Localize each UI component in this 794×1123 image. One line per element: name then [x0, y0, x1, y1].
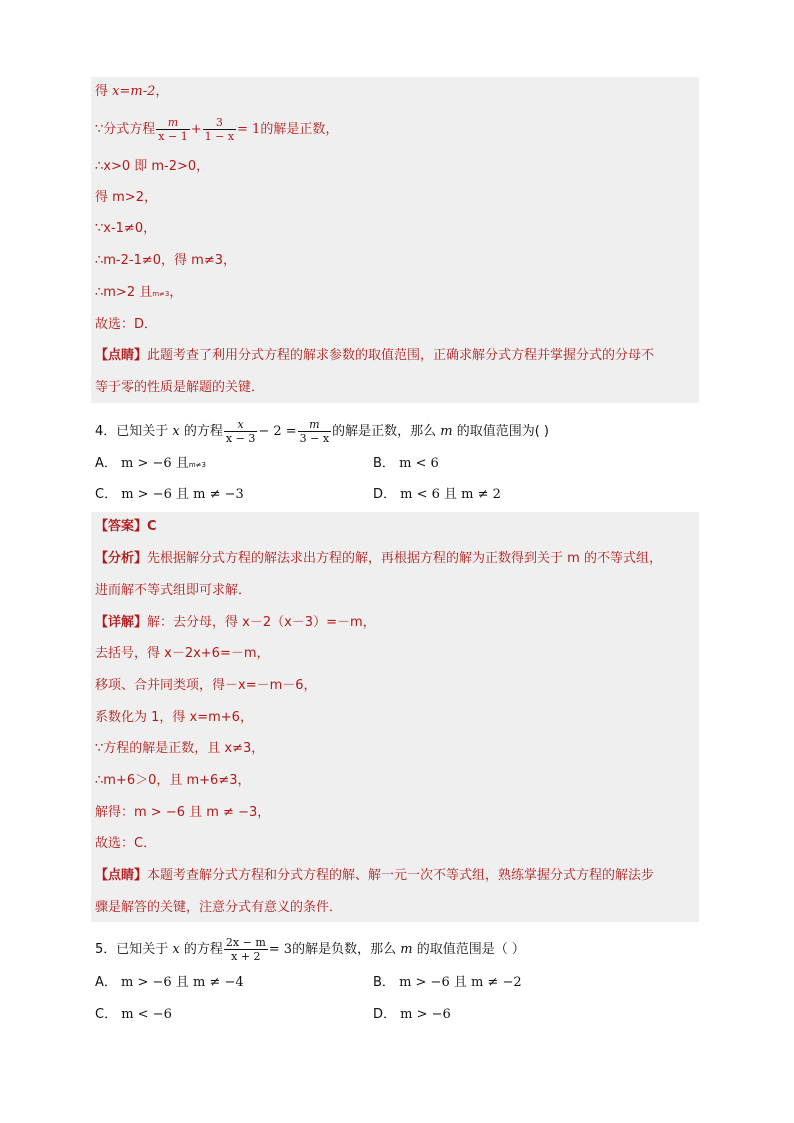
detail-line-5: ∵方程的解是正数，且 x≠3， — [95, 741, 265, 756]
detail-line-8: 故选：C． — [95, 836, 157, 851]
sol-line-4: 得 m>2， — [95, 190, 157, 205]
question-5-stem: 5．已知关于 x 的方程 $\frac{2x - m}{x + 2}$ = 3的解是负数，那么 m 的取值范围是（ ） — [95, 936, 525, 963]
q4-option-c[interactable]: C． m > −6 且 m ≠ −3 — [95, 487, 244, 502]
question-4-stem: 4．已知关于 x 的方程 $\frac{x}{x - 3}$ − 2 = $\frac{m}{3 - x}$ 的解是正数，那么 m 的取值范围为( ) — [95, 418, 549, 445]
fraction-x-over-x-3: $\frac{x}{x - 3}$ — [225, 418, 256, 445]
sol-note-cont: 等于零的性质是解题的关键． — [95, 380, 265, 395]
q4-option-d[interactable]: D． m < 6 且 m ≠ 2 — [373, 487, 501, 502]
note-line-2: 骤是解答的关键，注意分式有意义的条件． — [95, 900, 343, 915]
detail-line-2: 去括号，得 x－2x+6=－m， — [95, 646, 270, 661]
q5-option-a[interactable]: A． m > −6 且 m ≠ −4 — [95, 975, 244, 990]
q4-option-b[interactable]: B． m < 6 — [373, 456, 439, 471]
detail-line-3: 移项、合并同类项，得－x=－m－6， — [95, 678, 317, 693]
fraction-m-over-x-1: $\frac{m}{x - 1}$ — [158, 116, 188, 143]
fraction-3-over-1-x: $\frac{3}{1 - x}$ — [204, 116, 235, 143]
sol-line-2: ∵分式方程 $\frac{m}{x - 1}$ + $\frac{3}{1 - x}$ = 1的解是正数， — [95, 116, 339, 143]
fraction-2x-m-over-x-2: $\frac{2x - m}{x + 2}$ — [225, 936, 266, 963]
fraction-m-over-3-x: $\frac{m}{3 - x}$ — [299, 418, 330, 445]
q4-option-a[interactable]: A． m > −6 且m≠3 — [95, 456, 206, 471]
sol-line-1: 得 x=m-2， — [95, 84, 169, 99]
answer-line: 【答案】C — [95, 519, 157, 534]
q5-option-c[interactable]: C． m < −6 — [95, 1007, 172, 1022]
detail-line-1: 【详解】解：去分母，得 x－2（x－3）=－m， — [95, 615, 376, 630]
sol-line-8: 故选：D． — [95, 317, 158, 332]
q5-option-b[interactable]: B． m > −6 且 m ≠ −2 — [373, 975, 522, 990]
q5-option-d[interactable]: D． m > −6 — [373, 1007, 451, 1022]
sol-line-6: ∴m-2-1≠0，得 m≠3， — [95, 253, 236, 268]
note-line-1: 【点睛】本题考查解分式方程和分式方程的解、解一元一次不等式组，熟练掌握分式方程的解法步 — [95, 868, 655, 883]
analysis-line-1: 【分析】先根据解分式方程的解法求出方程的解，再根据方程的解为正数得到关于 m 的不等式组， — [95, 551, 662, 566]
detail-line-4: 系数化为 1，得 x=m+6， — [95, 710, 253, 725]
sol-line-5: ∵x-1≠0， — [95, 221, 157, 236]
sol-line-3: ∴x>0 即 m-2>0， — [95, 159, 210, 174]
sol-line-7: ∴m>2 且m≠3， — [95, 285, 183, 300]
detail-line-7: 解得：m > −6 且 m ≠ −3， — [95, 805, 271, 820]
detail-line-6: ∴m+6＞0，且 m+6≠3， — [95, 773, 251, 788]
sol-note: 【点睛】此题考查了利用分式方程的解求参数的取值范围，正确求解分式方程并掌握分式的分母不 — [95, 348, 655, 363]
analysis-line-2: 进而解不等式组即可求解． — [95, 583, 252, 598]
